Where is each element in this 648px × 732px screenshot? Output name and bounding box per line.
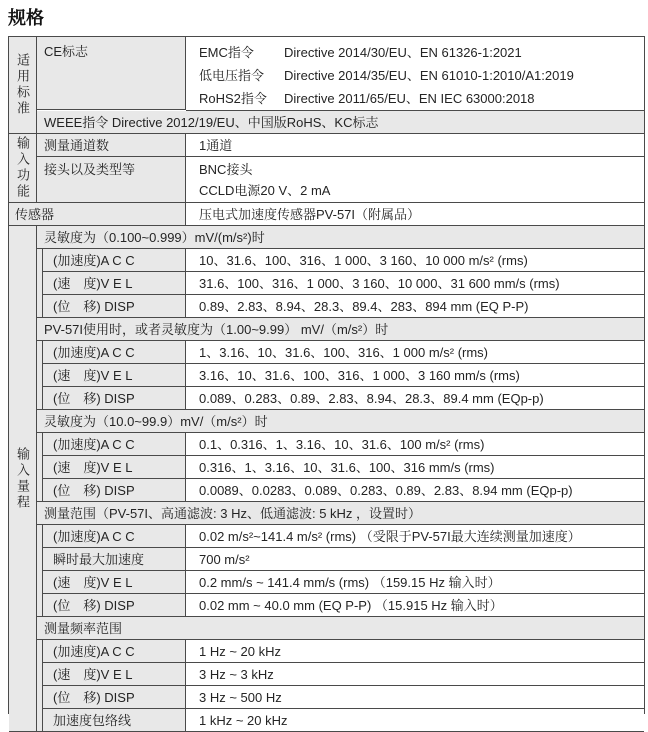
row-label-vel: (速 度)V E L [43,456,186,479]
table-row-acc-envelope [37,709,644,732]
group-input-function [9,134,644,203]
section-header: PV-57I使用时，或者灵敏度为（1.00~9.99） mV/（m/s²）时 [37,318,644,341]
row-value-peak-acc: 700 m/s² [186,548,644,571]
row-label-sensor: 传感器 [9,203,186,226]
table-row-disp [37,387,644,410]
side-header-input-range [9,226,37,732]
section-sensitivity-low [37,226,644,318]
section-sensitivity-high [37,410,644,502]
row-value-connector [186,157,644,203]
table-row-acc [37,341,644,364]
table-row-vel [37,272,644,295]
directive-detail: Directive 2014/35/EU、EN 61010-1:2010/A1:2019 [284,68,574,83]
row-label-connector: 接头以及类型等 [37,157,186,203]
row-label-acc: (加速度)A C C [43,249,186,272]
connector-line: BNC接头 [199,162,253,177]
spec-table [8,36,645,728]
table-row-acc [37,249,644,272]
group-applicable-standards [9,37,644,134]
row-label-acc: (加速度)A C C [43,341,186,364]
row-value-channels: 1通道 [186,134,644,157]
table-row-acc [37,433,644,456]
table-row-disp [37,479,644,502]
row-value-vel: 0.316、1、3.16、10、31.6、100、316 mm/s (rms) [186,456,644,479]
side-label: 输入功能 [15,136,30,200]
table-row-peak-acc [37,548,644,571]
row-value-acc: 0.1、0.316、1、3.16、10、31.6、100 m/s² (rms) [186,433,644,456]
row-value-disp: 0.89、2.83、8.94、28.3、89.4、283、894 mm (EQ P-P) [186,295,644,318]
row-value-vel: 3 Hz ~ 3 kHz [186,663,644,686]
side-label: 适用标准 [15,53,30,117]
row-value-acc-envelope: 1 kHz ~ 20 kHz [186,709,644,732]
row-label-channels: 测量通道数 [37,134,186,157]
row-value-ce-directives [186,37,644,111]
row-value-acc: 0.02 m/s²~141.4 m/s² (rms) （受限于PV-57I最大连续测量加速度） [186,525,644,548]
row-label-acc-envelope: 加速度包络线 [43,709,186,732]
directive-name: 低电压指令 [199,68,265,83]
connector-line: CCLD电源20 V、2 mA [199,183,331,198]
section-measurement-range [37,502,644,617]
directive-name: EMC指令 [199,45,254,60]
row-label-acc: (加速度)A C C [43,640,186,663]
row-label-acc: (加速度)A C C [43,525,186,548]
table-row-connector [37,157,644,203]
side-label: 输入量程 [15,446,30,511]
row-label-disp: (位 移) DISP [43,387,186,410]
section-sensitivity-mid [37,318,644,410]
row-value-vel: 0.2 mm/s ~ 141.4 mm/s (rms) （159.15 Hz 输入时） [186,571,644,594]
row-label-disp: (位 移) DISP [43,686,186,709]
directive-name: RoHS2指令 [199,91,267,106]
row-label-vel: (速 度)V E L [43,571,186,594]
group-input-range [9,226,644,732]
row-label-disp: (位 移) DISP [43,594,186,617]
table-row-sensor [9,203,644,226]
row-label-disp: (位 移) DISP [43,479,186,502]
row-value-acc: 1、3.16、10、31.6、100、316、1 000 m/s² (rms) [186,341,644,364]
table-row-disp [37,295,644,318]
section-header: 测量范围（PV-57I、高通滤波: 3 Hz、低通滤波: 5 kHz ，设置时） [37,502,644,525]
table-row-vel [37,663,644,686]
side-header-applicable-standards [9,37,37,134]
row-label-peak-acc: 瞬时最大加速度 [43,548,186,571]
row-value-disp: 0.0089、0.0283、0.089、0.283、0.89、2.83、8.94 mm (EQp-p) [186,479,644,502]
row-label-disp: (位 移) DISP [43,295,186,318]
table-row-vel [37,571,644,594]
directive-line [199,87,644,110]
table-row-weee [37,111,644,134]
table-row-ce-mark [37,37,644,111]
table-row-disp [37,686,644,709]
directive-detail: Directive 2014/30/EU、EN 61326-1:2021 [284,45,522,60]
ce-label-text: CE标志 [44,44,89,59]
directive-line [199,41,644,64]
table-row-channels [37,134,644,157]
row-value-disp: 3 Hz ~ 500 Hz [186,686,644,709]
row-value-acc: 10、31.6、100、316、1 000、3 160、10 000 m/s² (rms) [186,249,644,272]
directive-detail: Directive 2011/65/EU、EN IEC 63000:2018 [284,91,535,106]
row-label-vel: (速 度)V E L [43,364,186,387]
directive-line [199,64,644,87]
page-title: 规格 [8,8,44,28]
table-row-acc [37,525,644,548]
row-value-disp: 0.02 mm ~ 40.0 mm (EQ P-P) （15.915 Hz 输入时） [186,594,644,617]
table-row-vel [37,456,644,479]
side-header-input-function [9,134,37,203]
row-value-vel: 3.16、10、31.6、100、316、1 000、3 160 mm/s (rms) [186,364,644,387]
table-row-acc [37,640,644,663]
row-value-acc: 1 Hz ~ 20 kHz [186,640,644,663]
table-row-disp [37,594,644,617]
row-value-vel: 31.6、100、316、1 000、3 160、10 000、31 600 mm/s (rms) [186,272,644,295]
table-row-vel [37,364,644,387]
row-label-acc: (加速度)A C C [43,433,186,456]
section-header: 测量频率范围 [37,617,644,640]
row-value-disp: 0.089、0.283、0.89、2.83、8.94、28.3、89.4 mm (EQp-p) [186,387,644,410]
section-frequency-range [37,617,644,732]
row-label-vel: (速 度)V E L [43,272,186,295]
row-label-ce [37,37,186,110]
section-header: 灵敏度为（0.100~0.999）mV/(m/s²)时 [37,226,644,249]
section-header: 灵敏度为（10.0~99.9）mV/（m/s²）时 [37,410,644,433]
weee-cell: WEEE指令 Directive 2012/19/EU、中国版RoHS、KC标志 [37,111,644,134]
row-value-sensor: 压电式加速度传感器PV-57I（附属品） [186,203,644,226]
row-label-vel: (速 度)V E L [43,663,186,686]
